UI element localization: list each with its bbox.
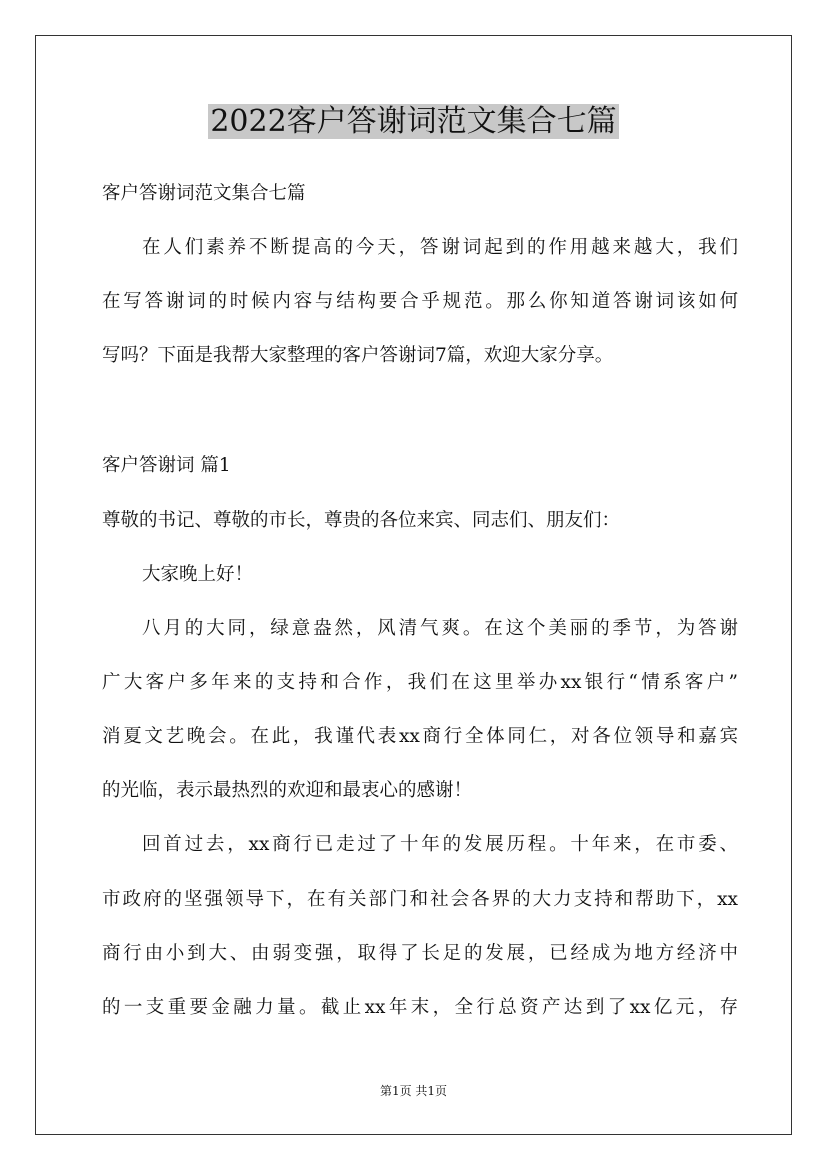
subtitle-line: 客户答谢词范文集合七篇 xyxy=(102,183,306,204)
paragraph-line: 写吗？下面是我帮大家整理的客户答谢词7篇，欢迎大家分享。 xyxy=(102,345,614,366)
paragraph-line: 在写答谢词的时候内容与结构要合乎规范。那么你知道答谢词该如何 xyxy=(102,291,738,312)
section-heading: 客户答谢词 篇1 xyxy=(102,455,231,476)
paragraph-line: 回首过去，xx商行已走过了十年的发展历程。十年来，在市委、 xyxy=(142,834,738,855)
paragraph-line: 的一支重要金融力量。截止xx年末，全行总资产达到了xx亿元，存 xyxy=(102,997,738,1018)
paragraph-line: 在人们素养不断提高的今天，答谢词起到的作用越来越大，我们 xyxy=(142,237,738,258)
paragraph-line: 商行由小到大、由弱变强，取得了长足的发展，已经成为地方经济中 xyxy=(102,943,738,964)
greeting-line: 大家晚上好！ xyxy=(142,564,254,585)
paragraph-line: 的光临，表示最热烈的欢迎和最衷心的感谢！ xyxy=(102,780,473,801)
paragraph-line: 广大客户多年来的支持和合作，我们在这里举办xx银行“情系客户” xyxy=(102,672,738,693)
paragraph-line: 市政府的坚强领导下，在有关部门和社会各界的大力支持和帮助下，xx xyxy=(102,889,738,910)
page-footer: 第1页 共1页 xyxy=(379,1084,448,1098)
document-title: 2022客户答谢词范文集合七篇 xyxy=(210,104,617,139)
paragraph-line: 消夏文艺晚会。在此，我谨代表xx商行全体同仁，对各位领导和嘉宾 xyxy=(102,726,738,747)
salutation-line: 尊敬的书记、尊敬的市长，尊贵的各位来宾、同志们、朋友们： xyxy=(102,510,621,531)
paragraph-line: 八月的大同，绿意盎然，风清气爽。在这个美丽的季节，为答谢 xyxy=(142,618,738,639)
